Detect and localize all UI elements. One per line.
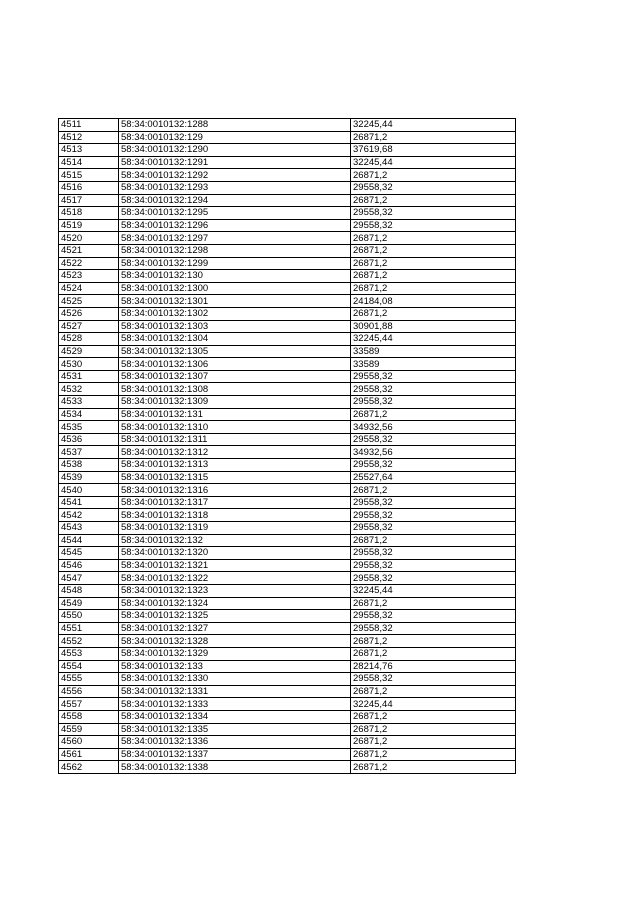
cadastral-number-cell: 58:34:0010132:1334 [119,710,351,723]
data-table [58,118,516,774]
table-row [59,169,516,182]
value-cell: 29558,32 [351,610,516,623]
cadastral-number-cell: 58:34:0010132:1301 [119,295,351,308]
table-row [59,119,516,132]
cadastral-number-cell: 58:34:0010132:1329 [119,647,351,660]
table-row [59,181,516,194]
cadastral-number-cell: 58:34:0010132:1303 [119,320,351,333]
value-cell: 29558,32 [351,459,516,472]
row-number-cell: 4555 [59,673,119,686]
row-number-cell: 4557 [59,698,119,711]
table-row [59,698,516,711]
table-row [59,433,516,446]
row-number-cell: 4537 [59,446,119,459]
row-number-cell: 4529 [59,345,119,358]
row-number-cell: 4545 [59,547,119,560]
cadastral-number-cell: 58:34:0010132:133 [119,660,351,673]
value-cell: 29558,32 [351,396,516,409]
cadastral-number-cell: 58:34:0010132:1305 [119,345,351,358]
row-number-cell: 4521 [59,244,119,257]
row-number-cell: 4514 [59,156,119,169]
cadastral-number-cell: 58:34:0010132:1323 [119,584,351,597]
cadastral-number-cell: 58:34:0010132:1309 [119,396,351,409]
value-cell: 28214,76 [351,660,516,673]
cadastral-number-cell: 58:34:0010132:131 [119,408,351,421]
value-cell: 30901,88 [351,320,516,333]
row-number-cell: 4515 [59,169,119,182]
row-number-cell: 4525 [59,295,119,308]
value-cell: 26871,2 [351,736,516,749]
table-row [59,761,516,774]
cadastral-number-cell: 58:34:0010132:1338 [119,761,351,774]
table-row [59,257,516,270]
cadastral-number-cell: 58:34:0010132:1315 [119,471,351,484]
value-cell: 26871,2 [351,635,516,648]
cadastral-number-cell: 58:34:0010132:1317 [119,496,351,509]
table-row [59,584,516,597]
value-cell: 32245,44 [351,119,516,132]
row-number-cell: 4523 [59,270,119,283]
table-row [59,207,516,220]
table-row [59,673,516,686]
row-number-cell: 4538 [59,459,119,472]
row-number-cell: 4539 [59,471,119,484]
row-number-cell: 4548 [59,584,119,597]
table-row [59,408,516,421]
cadastral-number-cell: 58:34:0010132:1318 [119,509,351,522]
cadastral-number-cell: 58:34:0010132:1313 [119,459,351,472]
row-number-cell: 4560 [59,736,119,749]
value-cell: 29558,32 [351,547,516,560]
value-cell: 26871,2 [351,748,516,761]
cadastral-number-cell: 58:34:0010132:1333 [119,698,351,711]
value-cell: 26871,2 [351,484,516,497]
table-row [59,509,516,522]
data-table-body [59,119,516,774]
table-row [59,446,516,459]
cadastral-number-cell: 58:34:0010132:1297 [119,232,351,245]
cadastral-number-cell: 58:34:0010132:1288 [119,119,351,132]
cadastral-number-cell: 58:34:0010132:132 [119,534,351,547]
table-row [59,370,516,383]
table-row [59,559,516,572]
value-cell: 29558,32 [351,522,516,535]
value-cell: 32245,44 [351,698,516,711]
value-cell: 29558,32 [351,673,516,686]
value-cell: 29558,32 [351,572,516,585]
table-row [59,622,516,635]
cadastral-number-cell: 58:34:0010132:1290 [119,144,351,157]
table-row [59,484,516,497]
table-row [59,307,516,320]
table-row [59,610,516,623]
cadastral-number-cell: 58:34:0010132:1328 [119,635,351,648]
value-cell: 25527,64 [351,471,516,484]
cadastral-number-cell: 58:34:0010132:1322 [119,572,351,585]
row-number-cell: 4559 [59,723,119,736]
value-cell: 26871,2 [351,232,516,245]
cadastral-number-cell: 58:34:0010132:1308 [119,383,351,396]
row-number-cell: 4519 [59,219,119,232]
table-row [59,572,516,585]
row-number-cell: 4535 [59,421,119,434]
value-cell: 29558,32 [351,219,516,232]
value-cell: 26871,2 [351,257,516,270]
table-row [59,723,516,736]
value-cell: 34932,56 [351,421,516,434]
cadastral-number-cell: 58:34:0010132:1298 [119,244,351,257]
cadastral-number-cell: 58:34:0010132:1293 [119,181,351,194]
row-number-cell: 4540 [59,484,119,497]
table-row [59,635,516,648]
value-cell: 26871,2 [351,685,516,698]
table-row [59,396,516,409]
row-number-cell: 4542 [59,509,119,522]
cadastral-number-cell: 58:34:0010132:1294 [119,194,351,207]
value-cell: 26871,2 [351,647,516,660]
value-cell: 29558,32 [351,559,516,572]
row-number-cell: 4558 [59,710,119,723]
cadastral-number-cell: 58:34:0010132:1330 [119,673,351,686]
value-cell: 32245,44 [351,584,516,597]
table-row [59,244,516,257]
row-number-cell: 4522 [59,257,119,270]
table-row [59,194,516,207]
value-cell: 26871,2 [351,270,516,283]
value-cell: 26871,2 [351,131,516,144]
row-number-cell: 4543 [59,522,119,535]
table-row [59,232,516,245]
cadastral-number-cell: 58:34:0010132:1291 [119,156,351,169]
row-number-cell: 4513 [59,144,119,157]
value-cell: 29558,32 [351,433,516,446]
cadastral-number-cell: 58:34:0010132:1337 [119,748,351,761]
row-number-cell: 4547 [59,572,119,585]
cadastral-number-cell: 58:34:0010132:1320 [119,547,351,560]
table-row [59,534,516,547]
cadastral-number-cell: 58:34:0010132:1327 [119,622,351,635]
table-row [59,345,516,358]
value-cell: 29558,32 [351,496,516,509]
table-row [59,270,516,283]
table-row [59,295,516,308]
row-number-cell: 4511 [59,119,119,132]
cadastral-number-cell: 58:34:0010132:1321 [119,559,351,572]
cadastral-number-cell: 58:34:0010132:1335 [119,723,351,736]
value-cell: 34932,56 [351,446,516,459]
cadastral-number-cell: 58:34:0010132:1300 [119,282,351,295]
table-row [59,522,516,535]
row-number-cell: 4536 [59,433,119,446]
value-cell: 26871,2 [351,761,516,774]
row-number-cell: 4512 [59,131,119,144]
row-number-cell: 4528 [59,333,119,346]
cadastral-number-cell: 58:34:0010132:1316 [119,484,351,497]
table-row [59,597,516,610]
row-number-cell: 4527 [59,320,119,333]
table-row [59,156,516,169]
row-number-cell: 4549 [59,597,119,610]
value-cell: 26871,2 [351,597,516,610]
value-cell: 29558,32 [351,370,516,383]
table-row [59,131,516,144]
table-row [59,282,516,295]
cadastral-number-cell: 58:34:0010132:1312 [119,446,351,459]
table-row [59,471,516,484]
cadastral-number-cell: 58:34:0010132:1325 [119,610,351,623]
row-number-cell: 4562 [59,761,119,774]
row-number-cell: 4531 [59,370,119,383]
table-row [59,358,516,371]
value-cell: 33589 [351,345,516,358]
table-row [59,748,516,761]
value-cell: 29558,32 [351,207,516,220]
cadastral-number-cell: 58:34:0010132:1299 [119,257,351,270]
value-cell: 29558,32 [351,622,516,635]
row-number-cell: 4544 [59,534,119,547]
row-number-cell: 4550 [59,610,119,623]
value-cell: 26871,2 [351,169,516,182]
row-number-cell: 4516 [59,181,119,194]
table-row [59,383,516,396]
cadastral-number-cell: 58:34:0010132:1331 [119,685,351,698]
cadastral-number-cell: 58:34:0010132:1295 [119,207,351,220]
value-cell: 26871,2 [351,282,516,295]
row-number-cell: 4561 [59,748,119,761]
row-number-cell: 4554 [59,660,119,673]
row-number-cell: 4546 [59,559,119,572]
row-number-cell: 4556 [59,685,119,698]
cadastral-number-cell: 58:34:0010132:1306 [119,358,351,371]
row-number-cell: 4553 [59,647,119,660]
cadastral-number-cell: 58:34:0010132:1336 [119,736,351,749]
value-cell: 29558,32 [351,181,516,194]
value-cell: 37619,68 [351,144,516,157]
table-row [59,685,516,698]
cadastral-number-cell: 58:34:0010132:1310 [119,421,351,434]
cadastral-number-cell: 58:34:0010132:1307 [119,370,351,383]
table-row [59,647,516,660]
table-row [59,660,516,673]
value-cell: 26871,2 [351,244,516,257]
table-row [59,144,516,157]
cadastral-number-cell: 58:34:0010132:1319 [119,522,351,535]
row-number-cell: 4518 [59,207,119,220]
value-cell: 26871,2 [351,194,516,207]
row-number-cell: 4524 [59,282,119,295]
row-number-cell: 4533 [59,396,119,409]
row-number-cell: 4526 [59,307,119,320]
cadastral-number-cell: 58:34:0010132:1296 [119,219,351,232]
row-number-cell: 4520 [59,232,119,245]
table-row [59,736,516,749]
table-row [59,459,516,472]
table-row [59,710,516,723]
value-cell: 29558,32 [351,383,516,396]
row-number-cell: 4552 [59,635,119,648]
row-number-cell: 4541 [59,496,119,509]
value-cell: 26871,2 [351,710,516,723]
value-cell: 26871,2 [351,307,516,320]
cadastral-number-cell: 58:34:0010132:1302 [119,307,351,320]
table-row [59,333,516,346]
value-cell: 32245,44 [351,333,516,346]
cadastral-number-cell: 58:34:0010132:129 [119,131,351,144]
table-row [59,496,516,509]
table-row [59,219,516,232]
row-number-cell: 4530 [59,358,119,371]
table-row [59,320,516,333]
value-cell: 26871,2 [351,534,516,547]
cadastral-number-cell: 58:34:0010132:1311 [119,433,351,446]
value-cell: 33589 [351,358,516,371]
cadastral-number-cell: 58:34:0010132:1292 [119,169,351,182]
cadastral-number-cell: 58:34:0010132:1324 [119,597,351,610]
cadastral-number-cell: 58:34:0010132:1304 [119,333,351,346]
value-cell: 26871,2 [351,408,516,421]
value-cell: 29558,32 [351,509,516,522]
table-row [59,421,516,434]
value-cell: 26871,2 [351,723,516,736]
table-row [59,547,516,560]
row-number-cell: 4517 [59,194,119,207]
value-cell: 24184,08 [351,295,516,308]
value-cell: 32245,44 [351,156,516,169]
row-number-cell: 4534 [59,408,119,421]
row-number-cell: 4532 [59,383,119,396]
row-number-cell: 4551 [59,622,119,635]
cadastral-number-cell: 58:34:0010132:130 [119,270,351,283]
